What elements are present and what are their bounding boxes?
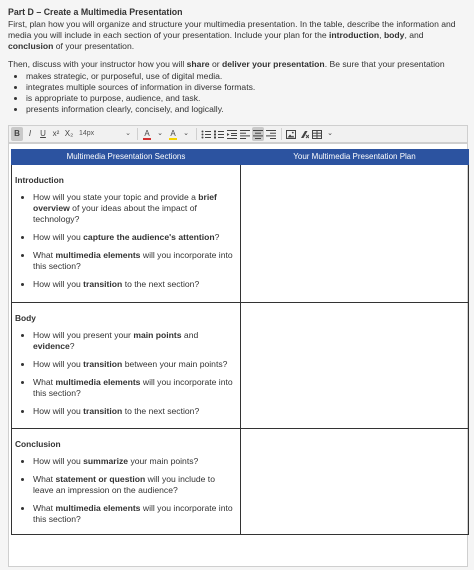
- criteria-item: • is appropriate to purpose, audience, and task.: [26, 93, 468, 104]
- font-color-icon: A: [144, 128, 150, 138]
- list-item: • How will you transition between your main points?: [33, 359, 236, 370]
- list-item: • What multimedia elements will you incorporate into this section?: [33, 377, 236, 399]
- list-item: • What statement or question will you include to leave an impression on the audience?: [33, 474, 236, 496]
- rich-text-editor[interactable]: [8, 143, 468, 567]
- list-item: • How will you transition to the next section?: [33, 406, 236, 417]
- list-item: • How will you transition to the next section?: [33, 279, 236, 290]
- highlight-swatch: [169, 138, 177, 140]
- align-right-icon[interactable]: [265, 127, 277, 141]
- divider: [137, 128, 138, 140]
- header-plan: Your Multimedia Presentation Plan: [241, 150, 469, 165]
- list-item: • How will you state your topic and provide a brief overview of your ideas about the impact of technology?: [33, 192, 236, 225]
- font-size-select[interactable]: 14px ⌄: [79, 129, 131, 137]
- criteria-item: • integrates multiple sources of information in diverse formats.: [26, 82, 468, 93]
- numbered-list-icon[interactable]: [213, 127, 225, 141]
- list-item: • What multimedia elements will you incorporate into this section?: [33, 250, 236, 272]
- section-title: Introduction: [15, 175, 64, 185]
- italic-button[interactable]: I: [28, 128, 32, 138]
- table-icon[interactable]: [311, 127, 323, 141]
- plan-cell-conclusion[interactable]: [241, 429, 469, 535]
- list-item: • How will you present your main points and evidence?: [33, 330, 236, 352]
- section-title: Body: [15, 313, 36, 323]
- highlight-icon: A: [170, 128, 176, 138]
- plan-cell-introduction[interactable]: [241, 165, 469, 303]
- section-cell-introduction[interactable]: [12, 165, 241, 303]
- table-caret[interactable]: ⌄: [327, 129, 333, 137]
- image-icon[interactable]: [285, 127, 297, 141]
- discuss-paragraph: Then, discuss with your instructor how you will share or deliver your presentation. Be sure that your presentation: [8, 59, 445, 70]
- plan-cell-body[interactable]: [241, 303, 469, 429]
- section-cell-conclusion[interactable]: [12, 429, 241, 535]
- presentation-table: [11, 149, 469, 535]
- divider: [196, 128, 197, 140]
- chevron-down-icon: ⌄: [125, 129, 131, 137]
- criteria-item: • presents information clearly, concisely, and logically.: [26, 104, 468, 115]
- table-row: [12, 429, 469, 535]
- table-row: [12, 165, 469, 303]
- align-left-icon[interactable]: [239, 127, 251, 141]
- section-title: Conclusion: [15, 439, 61, 449]
- bullet-list-icon[interactable]: [200, 127, 212, 141]
- bold-button[interactable]: B: [11, 127, 23, 141]
- superscript-button[interactable]: x²: [52, 128, 60, 138]
- section-cell-body[interactable]: [12, 303, 241, 429]
- font-color-swatch: [143, 138, 151, 140]
- font-color-button[interactable]: [141, 127, 153, 141]
- instructions: [8, 7, 468, 115]
- align-center-icon[interactable]: [252, 127, 264, 141]
- subscript-button[interactable]: X₂: [64, 128, 74, 138]
- criteria-item: • makes strategic, or purposeful, use of digital media.: [26, 71, 468, 82]
- table-row: [12, 303, 469, 429]
- highlight-button[interactable]: [167, 127, 179, 141]
- underline-button[interactable]: U: [40, 128, 46, 138]
- font-color-caret[interactable]: ⌄: [157, 129, 163, 137]
- highlight-caret[interactable]: ⌄: [183, 129, 189, 137]
- part-title: Part D – Create a Multimedia Presentation: [8, 7, 183, 17]
- list-item: • How will you capture the audience's attention?: [33, 232, 236, 243]
- list-item: • How will you summarize your main points?: [33, 456, 236, 467]
- divider: [281, 128, 282, 140]
- intro-paragraph: First, plan how you will organize and structure your multimedia presentation. In the table, describe the information and media you will include in each section of your presentation. Include your plan for the introduction, body, and conclusion of your presentation.: [8, 19, 456, 52]
- criteria-list: [8, 71, 468, 115]
- list-item: • What multimedia elements will you incorporate into this section?: [33, 503, 236, 525]
- indent-icon[interactable]: [226, 127, 238, 141]
- clear-format-icon[interactable]: [298, 127, 310, 141]
- editor-toolbar: [8, 125, 468, 143]
- header-sections: Multimedia Presentation Sections: [12, 150, 241, 165]
